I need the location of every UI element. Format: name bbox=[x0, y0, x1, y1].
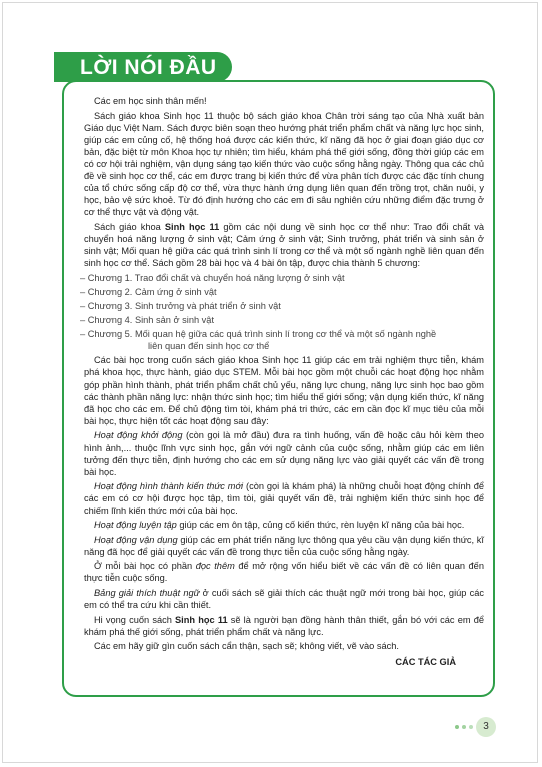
paragraph-reading bbox=[84, 560, 484, 584]
chapter-5-line-2: liên quan đến sinh học cơ thể bbox=[148, 341, 270, 352]
text-span: Sách giáo khoa bbox=[94, 221, 165, 232]
term-application: Hoạt động vận dụng bbox=[94, 534, 178, 545]
paragraph-warmup bbox=[84, 429, 484, 477]
chapter-item: – Chương 1. Trao đổi chất và chuyển hoá năng lượng ở sinh vật bbox=[80, 272, 345, 283]
text-span: Ở mỗi bài học có phần bbox=[94, 561, 196, 572]
text-span: giúp các em phát triển năng lực thông qua yêu cầu vận dụng kiến thức, kĩ năng đã học để giải quyết các vấn đề trong thực tiễn của cuộc sống hằng ngày. bbox=[84, 534, 484, 557]
term-new-knowledge: Hoạt động hình thành kiến thức mới bbox=[94, 481, 244, 492]
term-reading: đọc thêm bbox=[195, 561, 235, 572]
text-span: (còn gọi là mở đầu) đưa ra tình huống, vấn đề hoặc câu hỏi kèm theo hình ảnh,... thuộc lĩnh vực sinh học, gắn với ngữ cảnh của cuộc sống, nhằm giúp các em liên tưởng đến thực tiễn, định hướng cho các em sử dụng năng lực vào giải quyết các vấn đề trong bài học. bbox=[84, 430, 484, 477]
chapter-item bbox=[80, 328, 484, 352]
text-span: sẽ là người bạn đồng hành thân thiết, gắn bó với các em để khám phá thế giới sống, phát triển phẩm chất và năng lực. bbox=[84, 614, 484, 637]
term-practice: Hoạt động luyện tập bbox=[94, 520, 177, 531]
paragraph-application bbox=[84, 534, 484, 558]
text-span: (còn gọi là khám phá) là những chuỗi hoạt động chính để các em có cơ hội được học tập, tìm tòi, giải quyết vấn đề, trải nghiệm kiến thức sinh học để chiếm lĩnh kiến thức mới của bài học. bbox=[84, 481, 484, 516]
page-dots bbox=[455, 725, 477, 729]
page-number: 3 bbox=[476, 717, 496, 737]
greeting: Các em học sinh thân mến! bbox=[94, 96, 207, 106]
paragraph-practice bbox=[84, 519, 484, 531]
chapter-item: – Chương 3. Sinh trưởng và phát triển ở sinh vật bbox=[80, 301, 281, 311]
paragraph-glossary bbox=[84, 587, 484, 611]
text-span: Hi vọng cuốn sách bbox=[94, 614, 176, 625]
page-title: LỜI NÓI ĐẦU bbox=[80, 56, 217, 79]
paragraph-hope bbox=[84, 614, 484, 638]
text-span: giúp các em ôn tập, củng cố kiến thức, rèn luyện kĩ năng của bài học. bbox=[176, 520, 465, 531]
paragraph-care: Các em hãy giữ gìn cuốn sách cẩn thận, sạch sẽ; không viết, vẽ vào sách. bbox=[94, 641, 399, 652]
text-span: để mở rộng vốn hiểu biết về các vấn đề có liên quan đến thực tiễn cuộc sống. bbox=[84, 561, 484, 584]
paragraph-intro: Sách giáo khoa Sinh học 11 thuộc bộ sách giáo khoa Chân trời sáng tạo của Nhà xuất bản Giáo dục Việt Nam. Sách được biên soạn theo hướng phát triển phẩm chất và năng lực học sinh, giúp các em củng cố, hệ thống hoá được các kiến thức, kĩ năng đã học ở giai đoạn giáo dục cơ bản, đặc biệt từ môn Khoa học tự nhiên; tìm hiểu, khám phá thế giới sống, đồng thời giúp các em có cơ hội trải nghiệm, vận dụng sáng tạo kiến thức vào cuộc sống hằng ngày. Thông qua các chủ đề về sinh học cơ thể, các em được trang bị kiến thức để vừa phân tích được các đặc tính chung của tổ chức sống cấp độ cơ thể, vừa thực hành ứng dụng liên quan đến trồng trọt, chăn nuôi, y học, bảo vệ sức khoẻ. Từ đó định hướng cho các em đi sâu nghiên cứu những điểm đặc trưng ở cơ thể thực vật và động vật. bbox=[84, 110, 484, 218]
text-span: gồm các nội dung về sinh học cơ thể như: Trao đổi chất và chuyển hoá năng lượng ở sinh vật; Cảm ứng ở sinh vật; Sinh trưởng, phát triển và sinh sản ở sinh vật; Mối quan hệ giữa các quá trình sinh lí trong cơ thể và một số ngành nghề liên quan đến sinh học cơ thể. Sách gồm 28 bài học và 4 bài ôn tập, được chia thành 5 chương: bbox=[84, 221, 484, 269]
paragraph-new-knowledge bbox=[84, 480, 484, 516]
chapter-item: – Chương 2. Cảm ứng ở sinh vật bbox=[80, 286, 217, 297]
authors-signature: CÁC TÁC GIẢ bbox=[395, 656, 456, 667]
chapter-5-line-1: – Chương 5. Mối quan hệ giữa các quá trình sinh lí trong cơ thể và một số ngành nghề bbox=[80, 329, 437, 340]
text-span: ở cuối sách sẽ giải thích các thuật ngữ mới trong bài học, giúp các em có thể tra cứu khi cần thiết. bbox=[84, 588, 484, 611]
chapter-list bbox=[80, 272, 484, 353]
preface-body bbox=[80, 95, 484, 668]
paragraph-contents bbox=[84, 221, 484, 269]
chapter-item: – Chương 4. Sinh sản ở sinh vật bbox=[80, 315, 215, 326]
book-title: Sinh học 11 bbox=[164, 221, 220, 232]
book-title: Sinh học 11 bbox=[175, 614, 228, 625]
paragraph-lessons: Các bài học trong cuốn sách giáo khoa Sinh học 11 giúp các em trải nghiệm thực tiễn, khám phá khoa học, thực hành, giáo dục STEM. Mỗi bài học gồm một chuỗi các hoạt động học nhằm góp phần hình thành, phát triển phẩm chất chủ yếu, năng lực chung, năng lực sinh học bao gồm các thành phần năng lực: nhận thức sinh học; tìm hiểu thế giới sống; vận dụng kiến thức, kĩ năng đã học cho các em. Để chủ động tìm tòi, khám phá tri thức, các em cần đọc kĩ mục tiêu của mỗi bài học, thực hiện tốt các hoạt động sau đây: bbox=[84, 355, 484, 426]
term-warmup: Hoạt động khởi động bbox=[94, 430, 183, 441]
term-glossary: Bảng giải thích thuật ngữ bbox=[94, 588, 200, 599]
